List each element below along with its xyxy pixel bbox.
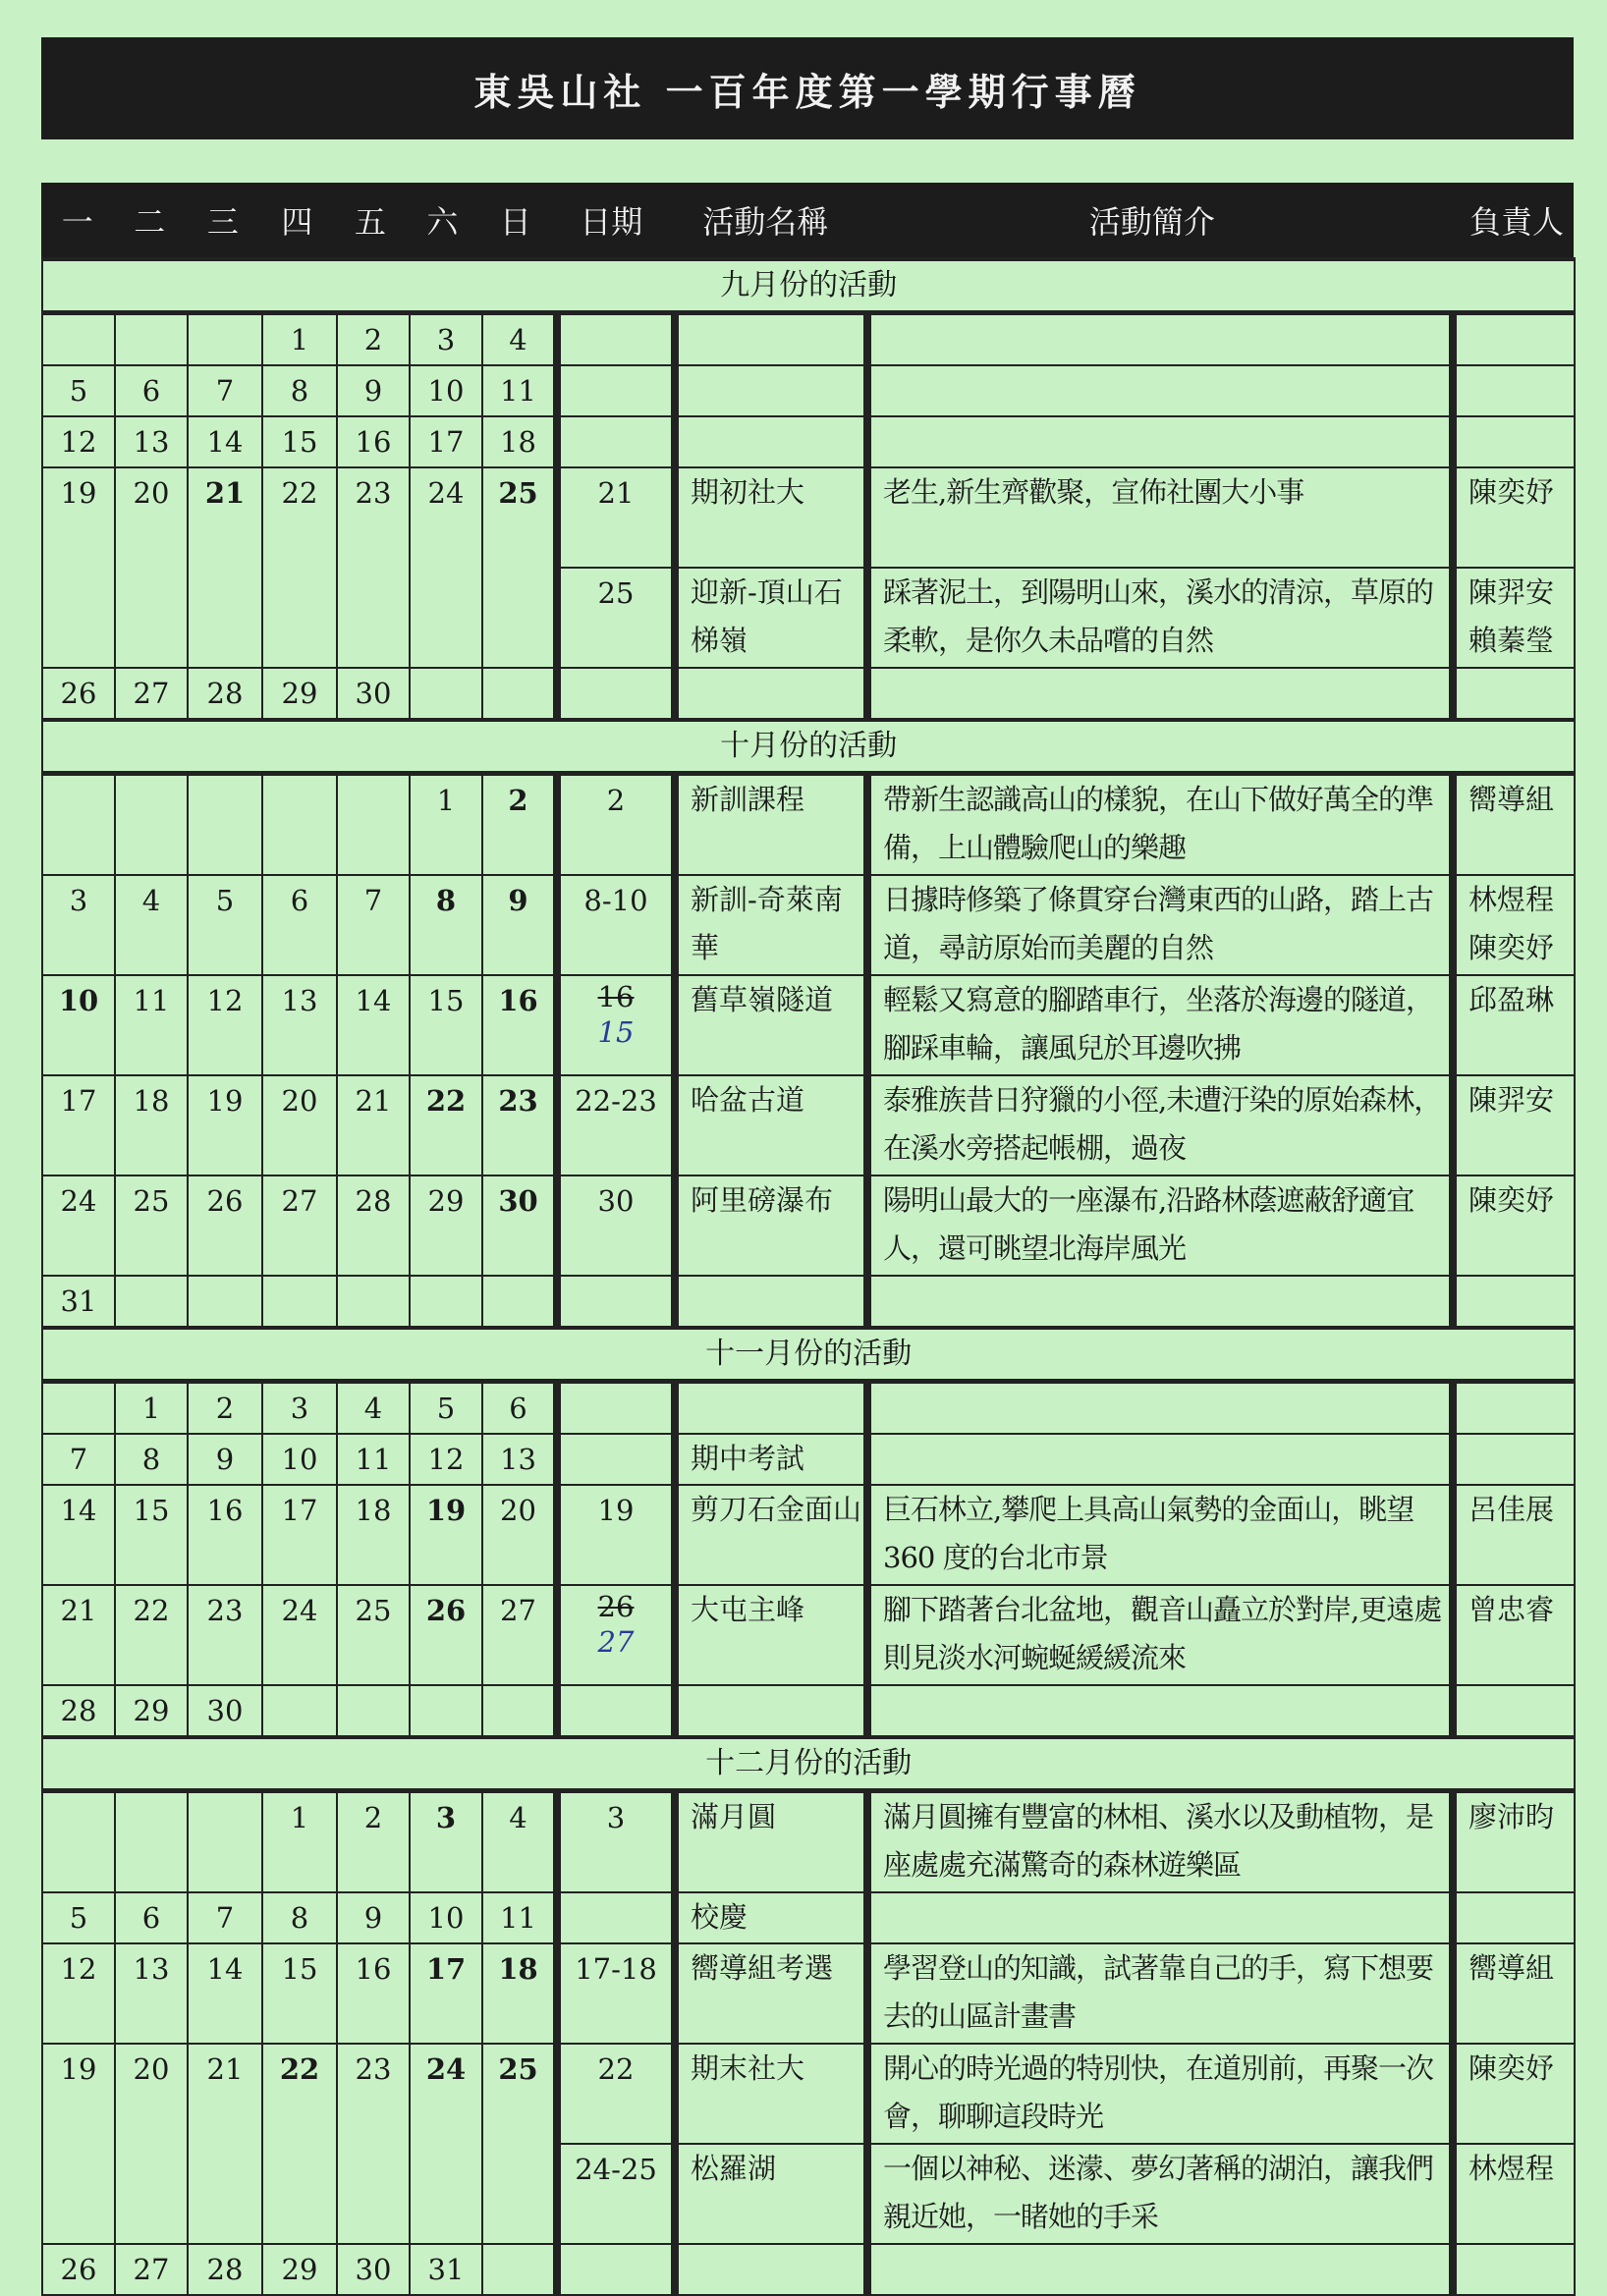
- week-row: [42, 1175, 1575, 1276]
- day-cell: 5: [42, 1892, 115, 1943]
- event-date: [557, 1276, 675, 1328]
- event-desc: [867, 1892, 1453, 1943]
- event-desc: 老生,新生齊歡聚，宣佈社團大小事: [867, 467, 1453, 568]
- day-cell: 5: [188, 875, 262, 975]
- week-row: [42, 416, 1575, 467]
- event-desc: 輕鬆又寫意的腳踏車行，坐落於海邊的隧道，腳踩車輪，讓風兒於耳邊吹拂: [867, 975, 1453, 1075]
- day-cell: 3: [42, 875, 115, 975]
- day-cell: 15: [262, 1943, 337, 2044]
- event-name: 哈盆古道: [675, 1075, 867, 1175]
- day-cell: 24: [262, 1585, 337, 1685]
- day-cell: 23: [337, 2044, 410, 2244]
- day-cell: 7: [42, 1434, 115, 1485]
- day-cell: 14: [188, 416, 262, 467]
- day-cell: [262, 774, 337, 876]
- day-cell: 25: [482, 2044, 557, 2244]
- day-cell: 25: [115, 1175, 188, 1276]
- page-title: 東吳山社 一百年度第一學期行事曆: [41, 37, 1574, 139]
- event-date: [557, 1685, 675, 1737]
- day-cell: 8: [262, 365, 337, 416]
- day-cell: 29: [262, 668, 337, 720]
- event-name: 迎新-頂山石梯嶺: [675, 568, 867, 668]
- day-cell: 16: [482, 975, 557, 1075]
- event-date: 2: [557, 774, 675, 876]
- day-cell: 18: [337, 1485, 410, 1585]
- event-person: [1453, 416, 1575, 467]
- day-cell: 13: [482, 1434, 557, 1485]
- day-cell: 18: [482, 1943, 557, 2044]
- week-row: [42, 1276, 1575, 1328]
- day-cell: 10: [410, 365, 482, 416]
- event-person: [1453, 1276, 1575, 1328]
- day-cell: [188, 1791, 262, 1893]
- weekday-header: 五: [354, 203, 386, 241]
- event-person: [1453, 1434, 1575, 1485]
- event-name: 嚮導組考選: [675, 1943, 867, 2044]
- table-header: [41, 183, 1574, 257]
- day-cell: [115, 774, 188, 876]
- day-cell: [482, 668, 557, 720]
- event-date: 8-10: [557, 875, 675, 975]
- day-cell: 20: [482, 1485, 557, 1585]
- day-cell: 29: [410, 1175, 482, 1276]
- event-name: 阿里磅瀑布: [675, 1175, 867, 1276]
- day-cell: [337, 1276, 410, 1328]
- day-cell: 11: [482, 365, 557, 416]
- day-cell: 4: [482, 1791, 557, 1893]
- event-date: 22-23: [557, 1075, 675, 1175]
- day-cell: 21: [188, 467, 262, 668]
- event-desc: [867, 1685, 1453, 1737]
- day-cell: 17: [42, 1075, 115, 1175]
- event-name: [675, 1382, 867, 1435]
- event-desc: [867, 1434, 1453, 1485]
- day-cell: 12: [188, 975, 262, 1075]
- day-cell: 26: [42, 2244, 115, 2295]
- week-row: [42, 2044, 1575, 2144]
- month-label: 九月份的活動: [42, 259, 1575, 313]
- event-date: [557, 1585, 675, 1685]
- event-person: 陳羿安: [1453, 1075, 1575, 1175]
- desc-header: 活動簡介: [1088, 203, 1215, 241]
- day-cell: [115, 1276, 188, 1328]
- week-row: [42, 1685, 1575, 1737]
- calendar-sheet: [41, 37, 1574, 2296]
- day-cell: 7: [188, 1892, 262, 1943]
- event-person: 陳奕妤: [1453, 1175, 1575, 1276]
- event-date: 25: [557, 568, 675, 668]
- month-row: [42, 1737, 1575, 1791]
- day-cell: [337, 1685, 410, 1737]
- day-cell: 17: [410, 416, 482, 467]
- day-cell: 2: [337, 1791, 410, 1893]
- event-name: [675, 2244, 867, 2295]
- day-cell: [188, 774, 262, 876]
- event-desc: 學習登山的知識，試著靠自己的手，寫下想要去的山區計畫書: [867, 1943, 1453, 2044]
- day-cell: 14: [42, 1485, 115, 1585]
- day-cell: 3: [262, 1382, 337, 1435]
- day-cell: 3: [410, 1791, 482, 1893]
- day-cell: 2: [188, 1382, 262, 1435]
- event-name: [675, 1276, 867, 1328]
- event-desc: 踩著泥土，到陽明山來，溪水的清涼，草原的柔軟，是你久未品嚐的自然: [867, 568, 1453, 668]
- day-cell: 12: [410, 1434, 482, 1485]
- day-cell: 19: [410, 1485, 482, 1585]
- month-label: 十月份的活動: [42, 720, 1575, 774]
- event-date: [557, 313, 675, 366]
- day-cell: 6: [482, 1382, 557, 1435]
- day-cell: 19: [42, 2044, 115, 2244]
- event-name: [675, 668, 867, 720]
- day-cell: 23: [337, 467, 410, 668]
- day-cell: 19: [42, 467, 115, 668]
- event-person: [1453, 313, 1575, 366]
- day-cell: [115, 313, 188, 366]
- event-person: 嚮導組: [1453, 774, 1575, 876]
- date-header: 日期: [580, 203, 643, 241]
- day-cell: 28: [337, 1175, 410, 1276]
- weekday-header: 二: [134, 203, 166, 241]
- weekday-header: 日: [499, 203, 531, 241]
- event-date: 3: [557, 1791, 675, 1893]
- day-cell: 13: [115, 1943, 188, 2044]
- day-cell: 30: [188, 1685, 262, 1737]
- event-name: 大屯主峰: [675, 1585, 867, 1685]
- day-cell: 14: [188, 1943, 262, 2044]
- event-person: [1453, 1685, 1575, 1737]
- day-cell: [262, 1685, 337, 1737]
- day-cell: 9: [337, 365, 410, 416]
- event-desc: 腳下踏著台北盆地，觀音山矗立於對岸,更遠處則見淡水河蜿蜒緩緩流來: [867, 1585, 1453, 1685]
- event-name: 松羅湖: [675, 2144, 867, 2244]
- event-person: [1453, 365, 1575, 416]
- week-row: [42, 1943, 1575, 2044]
- event-name: 校慶: [675, 1892, 867, 1943]
- day-cell: 9: [482, 875, 557, 975]
- day-cell: 14: [337, 975, 410, 1075]
- event-date: 19: [557, 1485, 675, 1585]
- event-desc: 一個以神秘、迷濛、夢幻著稱的湖泊，讓我們親近她，一睹她的手采: [867, 2144, 1453, 2244]
- week-row: [42, 1485, 1575, 1585]
- week-row: [42, 365, 1575, 416]
- event-desc: [867, 2244, 1453, 2295]
- event-desc: [867, 416, 1453, 467]
- event-name: 期初社大: [675, 467, 867, 568]
- weekday-header: 四: [281, 203, 313, 241]
- day-cell: 30: [482, 1175, 557, 1276]
- day-cell: [337, 774, 410, 876]
- day-cell: 31: [410, 2244, 482, 2295]
- day-cell: [482, 2244, 557, 2295]
- week-row: [42, 975, 1575, 1075]
- day-cell: 15: [410, 975, 482, 1075]
- event-date: [557, 668, 675, 720]
- day-cell: 5: [42, 365, 115, 416]
- event-name: 期末社大: [675, 2044, 867, 2144]
- event-name: 期中考試: [675, 1434, 867, 1485]
- day-cell: 24: [42, 1175, 115, 1276]
- day-cell: 22: [262, 467, 337, 668]
- day-cell: 10: [410, 1892, 482, 1943]
- event-person: 廖沛昀: [1453, 1791, 1575, 1893]
- week-row: [42, 1892, 1575, 1943]
- day-cell: 30: [337, 2244, 410, 2295]
- event-desc: [867, 668, 1453, 720]
- day-cell: 28: [42, 1685, 115, 1737]
- day-cell: 21: [188, 2044, 262, 2244]
- event-date: [557, 416, 675, 467]
- day-cell: 15: [115, 1485, 188, 1585]
- day-cell: 1: [115, 1382, 188, 1435]
- event-person: 林煜程: [1453, 2144, 1575, 2244]
- day-cell: 26: [410, 1585, 482, 1685]
- event-desc: 泰雅族昔日狩獵的小徑,未遭汙染的原始森林，在溪水旁搭起帳棚，過夜: [867, 1075, 1453, 1175]
- event-date-struck: 16: [597, 980, 635, 1013]
- event-desc: [867, 313, 1453, 366]
- day-cell: 18: [482, 416, 557, 467]
- day-cell: 10: [262, 1434, 337, 1485]
- event-person: 嚮導組: [1453, 1943, 1575, 2044]
- day-cell: [410, 1276, 482, 1328]
- day-cell: 6: [115, 1892, 188, 1943]
- event-desc: [867, 1382, 1453, 1435]
- week-row: [42, 1791, 1575, 1893]
- day-cell: 18: [115, 1075, 188, 1175]
- day-cell: 26: [188, 1175, 262, 1276]
- calendar-table: [41, 257, 1576, 2296]
- event-date: 22: [557, 2044, 675, 2144]
- day-cell: 23: [482, 1075, 557, 1175]
- person-header: 負責人: [1469, 203, 1565, 241]
- day-cell: 29: [115, 1685, 188, 1737]
- day-cell: 2: [482, 774, 557, 876]
- day-cell: 24: [410, 467, 482, 668]
- day-cell: 19: [188, 1075, 262, 1175]
- day-cell: 27: [262, 1175, 337, 1276]
- event-name: 新訓課程: [675, 774, 867, 876]
- event-date: 21: [557, 467, 675, 568]
- day-cell: 25: [337, 1585, 410, 1685]
- day-cell: 29: [262, 2244, 337, 2295]
- day-cell: 28: [188, 668, 262, 720]
- event-desc: 開心的時光過的特別快，在道別前，再聚一次會，聊聊這段時光: [867, 2044, 1453, 2144]
- event-date: [557, 1434, 675, 1485]
- event-name: 剪刀石金面山: [675, 1485, 867, 1585]
- event-desc: [867, 365, 1453, 416]
- week-row: [42, 1585, 1575, 1685]
- week-row: [42, 1075, 1575, 1175]
- day-cell: 9: [188, 1434, 262, 1485]
- day-cell: 12: [42, 416, 115, 467]
- event-date: [557, 1892, 675, 1943]
- day-cell: [42, 1382, 115, 1435]
- week-row: [42, 467, 1575, 568]
- day-cell: 4: [482, 313, 557, 366]
- event-desc: 巨石林立,攀爬上具高山氣勢的金面山，眺望 360 度的台北市景: [867, 1485, 1453, 1585]
- event-name: [675, 1685, 867, 1737]
- day-cell: [188, 1276, 262, 1328]
- event-date-handwritten: 15: [597, 1015, 635, 1049]
- day-cell: 4: [337, 1382, 410, 1435]
- day-cell: [42, 1791, 115, 1893]
- event-name: [675, 313, 867, 366]
- day-cell: [410, 1685, 482, 1737]
- event-person: [1453, 668, 1575, 720]
- day-cell: 17: [262, 1485, 337, 1585]
- day-cell: 1: [410, 774, 482, 876]
- day-cell: 3: [410, 313, 482, 366]
- event-date-struck: 26: [597, 1590, 635, 1623]
- day-cell: [482, 1685, 557, 1737]
- day-cell: 7: [188, 365, 262, 416]
- event-person: 陳奕妤: [1453, 467, 1575, 568]
- day-cell: [410, 668, 482, 720]
- day-cell: 13: [115, 416, 188, 467]
- day-cell: 23: [188, 1585, 262, 1685]
- month-row: [42, 720, 1575, 774]
- day-cell: 21: [42, 1585, 115, 1685]
- week-row: [42, 668, 1575, 720]
- day-cell: 11: [482, 1892, 557, 1943]
- event-desc: 日據時修築了條貫穿台灣東西的山路，踏上古道，尋訪原始而美麗的自然: [867, 875, 1453, 975]
- day-cell: 20: [262, 1075, 337, 1175]
- day-cell: 5: [410, 1382, 482, 1435]
- day-cell: 27: [115, 668, 188, 720]
- event-date-handwritten: 27: [597, 1625, 635, 1659]
- day-cell: 1: [262, 313, 337, 366]
- event-date: 30: [557, 1175, 675, 1276]
- event-date: [557, 1382, 675, 1435]
- event-person: 陳羿安 賴蓁瑩: [1453, 568, 1575, 668]
- week-row: [42, 2244, 1575, 2295]
- day-cell: 8: [262, 1892, 337, 1943]
- day-cell: 12: [42, 1943, 115, 2044]
- day-cell: 4: [115, 875, 188, 975]
- event-date: 24-25: [557, 2144, 675, 2244]
- event-person: 呂佳展: [1453, 1485, 1575, 1585]
- event-date: [557, 365, 675, 416]
- event-name: [675, 365, 867, 416]
- day-cell: 13: [262, 975, 337, 1075]
- week-row: [42, 1382, 1575, 1435]
- event-desc: [867, 1276, 1453, 1328]
- day-cell: [115, 1791, 188, 1893]
- event-desc: 滿月圓擁有豐富的林相、溪水以及動植物，是座處處充滿驚奇的森林遊樂區: [867, 1791, 1453, 1893]
- event-name: 舊草嶺隧道: [675, 975, 867, 1075]
- day-cell: 31: [42, 1276, 115, 1328]
- day-cell: [482, 1276, 557, 1328]
- event-person: [1453, 1382, 1575, 1435]
- week-row: [42, 774, 1575, 876]
- event-person: [1453, 2244, 1575, 2295]
- day-cell: 26: [42, 668, 115, 720]
- day-cell: 15: [262, 416, 337, 467]
- day-cell: 22: [115, 1585, 188, 1685]
- day-cell: [42, 313, 115, 366]
- day-cell: 8: [410, 875, 482, 975]
- event-date: [557, 2244, 675, 2295]
- day-cell: [188, 313, 262, 366]
- day-cell: [262, 1276, 337, 1328]
- day-cell: 1: [262, 1791, 337, 1893]
- day-cell: [42, 774, 115, 876]
- event-desc: 帶新生認識高山的樣貌，在山下做好萬全的準備，上山體驗爬山的樂趣: [867, 774, 1453, 876]
- month-row: [42, 1328, 1575, 1382]
- week-row: [42, 313, 1575, 366]
- event-name: 新訓-奇萊南華: [675, 875, 867, 975]
- day-cell: 21: [337, 1075, 410, 1175]
- day-cell: 27: [115, 2244, 188, 2295]
- event-name: 滿月圓: [675, 1791, 867, 1893]
- day-cell: 27: [482, 1585, 557, 1685]
- day-cell: 17: [410, 1943, 482, 2044]
- day-cell: 28: [188, 2244, 262, 2295]
- month-label: 十二月份的活動: [42, 1737, 1575, 1791]
- day-cell: 16: [188, 1485, 262, 1585]
- event-date: 17-18: [557, 1943, 675, 2044]
- day-cell: 11: [115, 975, 188, 1075]
- day-cell: 16: [337, 416, 410, 467]
- day-cell: 11: [337, 1434, 410, 1485]
- day-cell: 22: [410, 1075, 482, 1175]
- day-cell: 20: [115, 467, 188, 668]
- event-person: 邱盈琳: [1453, 975, 1575, 1075]
- day-cell: 24: [410, 2044, 482, 2244]
- day-cell: 25: [482, 467, 557, 668]
- month-row: [42, 259, 1575, 313]
- name-header: 活動名稱: [702, 203, 829, 241]
- day-cell: 22: [262, 2044, 337, 2244]
- day-cell: 9: [337, 1892, 410, 1943]
- day-cell: 2: [337, 313, 410, 366]
- day-cell: 7: [337, 875, 410, 975]
- day-cell: 8: [115, 1434, 188, 1485]
- day-cell: 16: [337, 1943, 410, 2044]
- day-cell: 6: [262, 875, 337, 975]
- day-cell: 30: [337, 668, 410, 720]
- event-desc: 陽明山最大的一座瀑布,沿路林蔭遮蔽舒適宜人，還可眺望北海岸風光: [867, 1175, 1453, 1276]
- month-label: 十一月份的活動: [42, 1328, 1575, 1382]
- day-cell: 6: [115, 365, 188, 416]
- day-cell: 20: [115, 2044, 188, 2244]
- weekday-header: 三: [206, 203, 239, 241]
- weekday-header: 一: [61, 203, 93, 241]
- weekday-header: 六: [426, 203, 459, 241]
- day-cell: 10: [42, 975, 115, 1075]
- event-name: [675, 416, 867, 467]
- week-row: [42, 875, 1575, 975]
- event-date: [557, 975, 675, 1075]
- event-person: 林煜程 陳奕妤: [1453, 875, 1575, 975]
- event-person: [1453, 1892, 1575, 1943]
- week-row: [42, 1434, 1575, 1485]
- event-person: 曾忠睿: [1453, 1585, 1575, 1685]
- event-person: 陳奕妤: [1453, 2044, 1575, 2144]
